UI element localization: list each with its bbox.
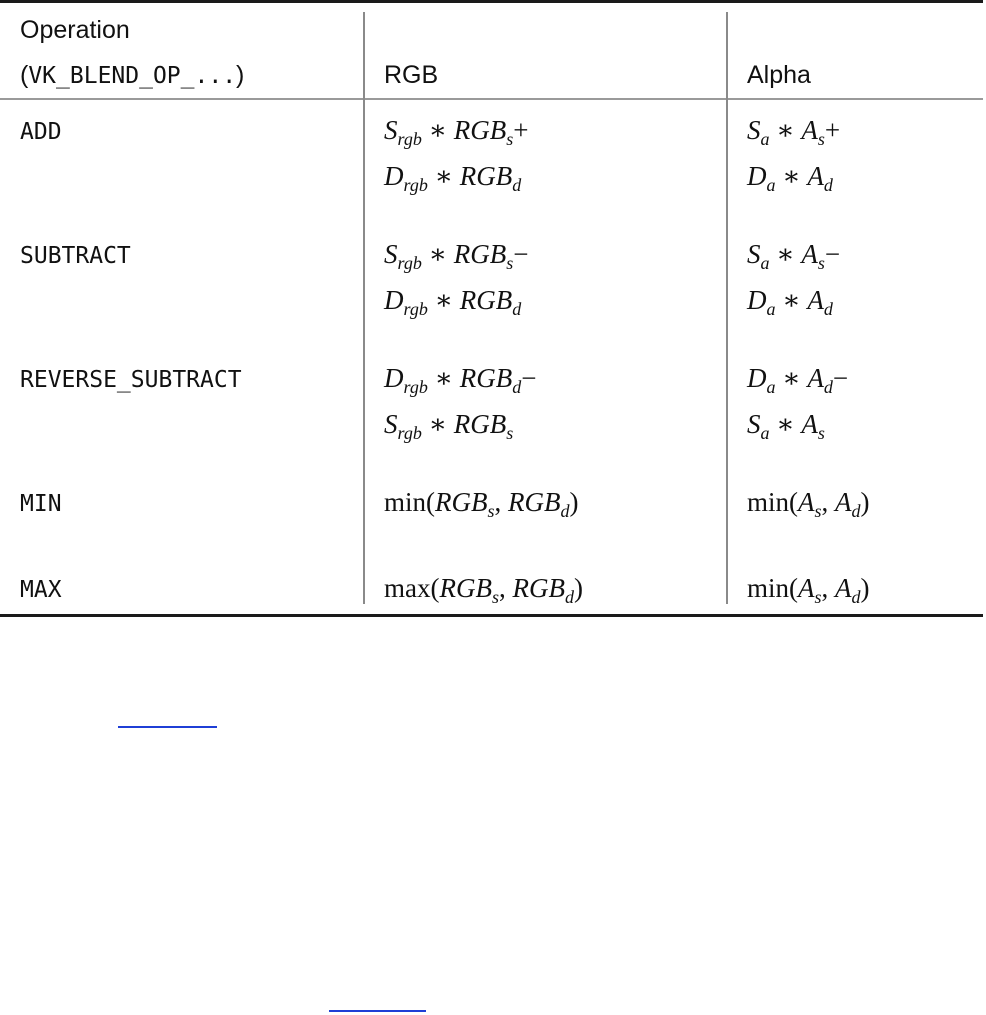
- column-divider-2: [726, 12, 728, 604]
- math-var: A: [801, 409, 818, 439]
- math-var: RGB: [459, 161, 513, 191]
- operation-name: ADD: [20, 119, 62, 145]
- math-subscript: d: [560, 501, 570, 521]
- math-comma: ,: [821, 573, 836, 603]
- math-var: RGB: [512, 573, 565, 603]
- alpha-formula: [747, 483, 870, 521]
- math-subscript: s: [506, 129, 514, 149]
- math-subscript: d: [851, 587, 861, 607]
- rgb-formula: [384, 483, 579, 521]
- math-operator: ∗: [775, 161, 808, 191]
- rgb-formula: [384, 569, 583, 607]
- math-subscript: s: [817, 253, 825, 273]
- math-subscript: a: [760, 423, 770, 443]
- math-trailing-operator: +: [513, 115, 529, 145]
- math-subscript: s: [817, 423, 825, 443]
- math-operator: ∗: [769, 409, 802, 439]
- math-var: S: [747, 409, 761, 439]
- math-comma: ,: [494, 487, 509, 517]
- math-var: D: [747, 161, 767, 191]
- math-var: A: [801, 239, 818, 269]
- header-operation: [20, 14, 130, 46]
- math-var: S: [747, 115, 761, 145]
- math-subscript: s: [487, 501, 495, 521]
- operation-name: MIN: [20, 491, 62, 517]
- math-subscript: rgb: [403, 299, 428, 319]
- math-operator: ∗: [775, 285, 808, 315]
- alpha-formula-line-1: [747, 111, 840, 149]
- math-subscript: d: [823, 377, 833, 397]
- math-subscript: a: [766, 175, 776, 195]
- alpha-formula-line-2: [747, 405, 825, 443]
- math-subscript: d: [823, 299, 833, 319]
- math-var: RGB: [453, 409, 507, 439]
- math-paren: ): [860, 573, 870, 603]
- math-subscript: rgb: [397, 129, 422, 149]
- math-var: D: [384, 363, 404, 393]
- math-operator: ∗: [769, 239, 802, 269]
- rgb-formula-line-2: [384, 157, 521, 195]
- link-underline-1[interactable]: [118, 726, 217, 728]
- math-var: RGB: [453, 115, 507, 145]
- rgb-formula-line-1: [384, 359, 536, 397]
- math-operator: ∗: [775, 363, 808, 393]
- math-paren: (: [789, 573, 799, 603]
- math-var: D: [747, 363, 767, 393]
- math-subscript: rgb: [403, 377, 428, 397]
- math-subscript: a: [760, 253, 770, 273]
- math-trailing-operator: −: [513, 239, 529, 269]
- math-subscript: s: [814, 587, 822, 607]
- math-operator: ∗: [769, 115, 802, 145]
- math-function: max: [384, 573, 431, 603]
- math-subscript: a: [766, 299, 776, 319]
- header-rgb: RGB: [384, 61, 439, 89]
- math-subscript: s: [506, 253, 514, 273]
- math-var: RGB: [435, 487, 488, 517]
- math-var: A: [807, 161, 824, 191]
- math-paren: (: [430, 573, 440, 603]
- alpha-formula-line-1: [747, 235, 840, 273]
- math-operator: ∗: [427, 363, 460, 393]
- math-paren: ): [860, 487, 870, 517]
- rgb-formula-line-1: [384, 235, 528, 273]
- math-var: A: [798, 487, 815, 517]
- math-operator: ∗: [421, 115, 454, 145]
- header-operation-label: Operation: [20, 16, 130, 44]
- math-trailing-operator: +: [824, 115, 841, 145]
- math-var: S: [384, 115, 398, 145]
- alpha-formula-line-1: [747, 359, 848, 397]
- math-subscript: rgb: [397, 423, 422, 443]
- math-operator: ∗: [427, 161, 460, 191]
- math-subscript: d: [512, 175, 522, 195]
- alpha-formula-line-2: [747, 157, 833, 195]
- math-var: A: [801, 115, 818, 145]
- math-var: S: [384, 239, 398, 269]
- math-paren: (: [789, 487, 799, 517]
- math-function: min: [747, 487, 790, 517]
- link-underline-2[interactable]: [329, 1010, 426, 1012]
- rgb-formula-line-2: [384, 281, 521, 319]
- math-operator: ∗: [421, 409, 454, 439]
- math-trailing-operator: −: [832, 363, 849, 393]
- math-operator: ∗: [421, 239, 454, 269]
- math-var: A: [798, 573, 815, 603]
- math-subscript: s: [817, 129, 825, 149]
- operation-name: REVERSE_SUBTRACT: [20, 367, 242, 393]
- math-subscript: s: [814, 501, 822, 521]
- alpha-formula: [747, 569, 870, 607]
- header-alpha: Alpha: [747, 61, 811, 89]
- math-subscript: d: [512, 299, 522, 319]
- math-paren: ): [569, 487, 579, 517]
- table-bottom-rule: [0, 614, 983, 617]
- math-function: min: [384, 487, 427, 517]
- math-var: RGB: [453, 239, 507, 269]
- math-var: A: [835, 487, 852, 517]
- math-comma: ,: [499, 573, 513, 603]
- math-var: A: [807, 285, 824, 315]
- rgb-formula-line-2: [384, 405, 513, 443]
- math-comma: ,: [821, 487, 836, 517]
- math-operator: ∗: [427, 285, 460, 315]
- math-subscript: a: [766, 377, 776, 397]
- math-subscript: d: [823, 175, 833, 195]
- math-subscript: s: [491, 587, 499, 607]
- math-subscript: d: [512, 377, 522, 397]
- math-var: RGB: [459, 363, 513, 393]
- math-var: RGB: [439, 573, 492, 603]
- math-subscript: rgb: [397, 253, 422, 273]
- table-top-rule: [0, 0, 983, 3]
- header-operation-prefix: (VK_BLEND_OP_...): [20, 61, 245, 89]
- table-header-rule: [0, 98, 983, 100]
- math-var: RGB: [508, 487, 561, 517]
- math-var: D: [384, 285, 404, 315]
- math-var: D: [384, 161, 404, 191]
- math-var: S: [384, 409, 398, 439]
- operation-name: SUBTRACT: [20, 243, 131, 269]
- math-var: A: [807, 363, 824, 393]
- math-var: D: [747, 285, 767, 315]
- alpha-formula-line-2: [747, 281, 833, 319]
- math-subscript: a: [760, 129, 770, 149]
- rgb-formula-line-1: [384, 111, 528, 149]
- math-var: S: [747, 239, 761, 269]
- math-function: min: [747, 573, 790, 603]
- math-subscript: d: [851, 501, 861, 521]
- operation-name: MAX: [20, 577, 62, 603]
- math-subscript: d: [564, 587, 574, 607]
- column-divider-1: [363, 12, 365, 604]
- math-subscript: rgb: [403, 175, 428, 195]
- math-trailing-operator: −: [824, 239, 841, 269]
- math-paren: ): [573, 573, 583, 603]
- math-var: A: [835, 573, 852, 603]
- header-prefix-code: VK_BLEND_OP_...: [28, 63, 237, 89]
- math-subscript: s: [506, 423, 514, 443]
- math-paren: (: [426, 487, 436, 517]
- math-trailing-operator: −: [521, 363, 537, 393]
- math-var: RGB: [459, 285, 513, 315]
